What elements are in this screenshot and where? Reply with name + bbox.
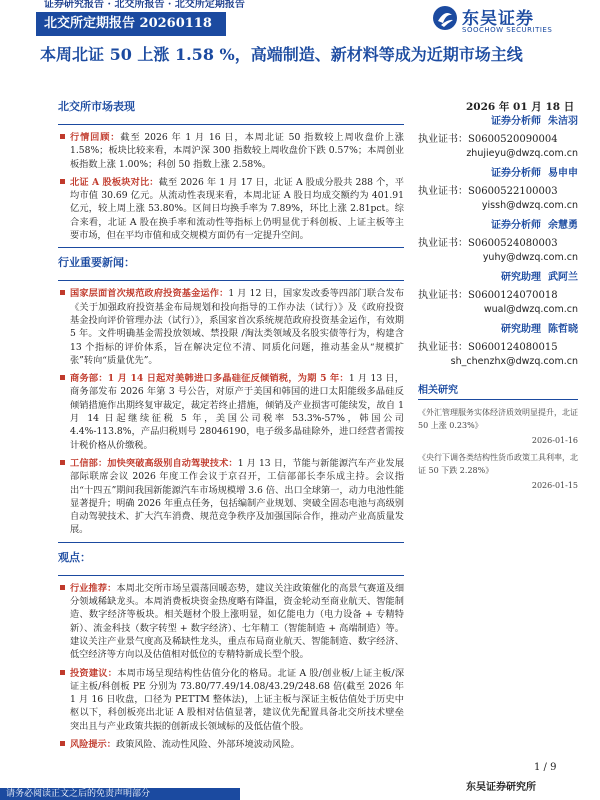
analyst-role-label: 研究助理: [501, 324, 542, 335]
market-list: [58, 131, 404, 242]
analyst-list: [418, 112, 578, 367]
view-item-text: 本周北交所市场呈震荡回暖态势，建议关注政策催化的高景气赛道及细分领域稀缺龙头。本周消费板块资金热度略有降温，资金轮动至商业航天、智能制造、数字经济等板块。相关题材个股上涨明显，如亿能电力（电力设备 + 专精特新）、流金科技（数字转型 + 数字经济）、七年精工（智能制造 + 高端制造）等。建议关注产业景气度高及稀缺性龙头，重点布局商业航天、智能制造、数字经济、低空经济等方向以及估值相对低位的专精特新成长型个股。: [70, 582, 405, 661]
market-item-text: 截至 2026 年 1 月 17 日，北证 A 股成分股共 288 个，平均市值 30.69 亿元。从流动性表现来看，本周北证 A 股日均成交额约为 401.91 亿元，较上周上涨 53.80%。区间日均换手率为 7.89%，环比上涨 2.81pct。综合来看，北证 A 股在换手率和流动性等指标上仍明显优于科创板、上证主板等主要市场，但在平均市值和成交规模方面仍有一定提升空间。: [70, 176, 404, 242]
analyst-role: [418, 112, 578, 127]
news-item: [58, 372, 404, 452]
analyst-email[interactable]: yissh@dwzq.com.cn: [481, 200, 578, 211]
view-item: [58, 667, 404, 733]
analyst-role: [418, 216, 578, 231]
report-tag: 北交所定期报告 20260118: [36, 12, 226, 36]
analyst-role: [418, 164, 578, 179]
news-list: [58, 287, 404, 536]
sidebar: [418, 112, 578, 490]
analyst-email[interactable]: zhujieyu@dwzq.com.cn: [466, 148, 578, 159]
logo-mark-icon: [432, 5, 458, 31]
analyst-name: 朱洁羽: [548, 116, 578, 127]
analyst-role: [418, 320, 578, 335]
report-type-strip: 证券研究报告 · 北交所报告 · 北交所定期报告: [44, 0, 245, 9]
view-item-keyword: 投资建议：: [70, 667, 118, 679]
analyst-card: [418, 216, 578, 263]
analyst-role-label: 证券分析师: [491, 168, 542, 179]
analyst-email[interactable]: sh_chenzhx@dwzq.com.cn: [450, 356, 578, 367]
section-divider: [58, 542, 404, 543]
news-item-text: 1 月 13 日，节能与新能源汽车产业发展部际联席会议 2026 年度工作会议于京召开，工信部部长李乐成主持。会议指出“十四五”期间我国新能源汽车市场规模增 3.6 倍、出口全球第一，动力电池性能显著提升；明确 2026 年重点任务，包括编制产业规划、突破全固态电池与高级别自动驾驶技术、扩大汽车消费、规范竞争秩序及加强国际合作，推动产业高质量发展。: [70, 457, 405, 536]
news-item-text: 1 月 12 日，国家发改委等四部门联合发布《关于加强政府投资基金布局规划和投向指导的工作办法（试行）》及《政府投资基金投向评价管理办法（试行）》，系国家首次系统规范政府投资基金运作，有效期 5 年。文件明确基金需投放领域、禁投限 /淘汰类领域及名股实债等行为，构建含 13 个指标的评价体系，旨在解决定位不清、同质化问题，推动基金从“规模扩张”转向“质量优先”。: [70, 288, 405, 366]
market-item-keyword: 北证 A 股板块对比：: [70, 176, 159, 188]
related-research-list: [418, 406, 578, 490]
views-section-title: 观点：: [58, 550, 91, 564]
related-research-date: 2026-01-16: [531, 436, 578, 445]
news-item-keyword: 商务部：1 月 14 日起对美韩进口多晶硅征反倾销税，为期 5 年：: [70, 373, 349, 385]
view-item-keyword: 行业推荐：: [70, 582, 117, 594]
disclaimer-banner: 请务必阅读正文之后的免责声明部分: [0, 788, 240, 800]
analyst-card: [418, 112, 578, 159]
view-item-keyword: 风险提示：: [70, 738, 116, 750]
logo-text-cn: 东吴证券: [462, 9, 534, 29]
logo-text-en: SOOCHOW SECURITIES: [462, 26, 553, 34]
market-section-title: 北交所市场表现: [58, 100, 135, 113]
news-item: [58, 287, 404, 367]
section-divider: [58, 124, 404, 125]
analyst-cert: 执业证书：S0600520090004: [418, 134, 558, 145]
market-item-text: 截至 2026 年 1 月 16 日，本周北证 50 指数较上周收盘价上涨 1.58%；板块比较来看，本周沪深 300 指数较上周收盘价下跌 0.57%；本周创业板指数上涨 1.00%；科创 50 指数上涨 2.58%。: [70, 132, 404, 170]
report-headline: 本周北证 50 上涨 1.58 %，高端制造、新材料等成为近期市场主线: [40, 45, 523, 64]
analyst-role-label: 研究助理: [501, 272, 542, 283]
related-research-link[interactable]: 《外汇管理服务实体经济质效明显提升，北证 50 上涨 0.23%》: [418, 408, 578, 430]
report-date: 2026 年 01 月 18 日: [466, 101, 575, 113]
market-item-keyword: 行情回顾：: [70, 132, 121, 143]
related-research-title: 相关研究: [418, 381, 578, 400]
company-logo: [432, 3, 572, 39]
analyst-email[interactable]: wual@dwzq.com.cn: [483, 304, 578, 315]
news-item: [58, 457, 404, 537]
news-item-text: 1 月 13 日，商务部发布 2026 年第 3 号公告，对原产于美国和韩国的进口太阳能级多晶硅反倾销措施作出期终复审裁定，裁定若终止措施，倾销及产业损害可能续发，故自 1 月 14 日起继续征税 5 年，美国公司税率 53.3%-57%，韩国公司 4.4%-113.8%，产品归税则号 28046190，电子级多晶硅除外，进口经营者需按计税价格从价缴税。: [70, 373, 404, 451]
section-divider: [58, 247, 404, 248]
view-item-text: 本周市场呈现结构性估值分化的格局。北证 A 股/创业板/上证主板/深证主板/科创板 PE 分别为 73.80/77.49/14.08/43.29/248.68 倍(截至 2026 年 1 月 16 日收盘，口径为 PETTM 整体法)，上证主板与深证主板估值处于历史中枢以下，科创板亮出北证 A 股相对估值显著，建议优先配置具备北交所技术壁垒突出且与产业政策共振的创新成长领域标的及低估值个股。: [70, 667, 405, 732]
analyst-name: 易申申: [548, 168, 578, 179]
news-item-keyword: 国家层面首次规范政府投资基金运作：: [70, 288, 229, 300]
section-divider: [58, 280, 404, 281]
analyst-name: 武阿兰: [548, 272, 578, 283]
analyst-card: [418, 320, 578, 367]
news-section-title: 行业重要新闻：: [58, 256, 135, 270]
analyst-cert: 执业证书：S0600524080003: [418, 238, 558, 249]
page-number: 1 / 9: [534, 762, 557, 773]
analyst-cert: 执业证书：S0600124070018: [418, 290, 558, 301]
market-item: [58, 131, 404, 171]
analyst-cert: 执业证书：S0600522100003: [418, 186, 558, 197]
related-research-date: 2026-01-15: [531, 481, 578, 490]
main-content: [58, 92, 404, 756]
analyst-email[interactable]: yuhy@dwzq.com.cn: [482, 252, 578, 263]
analyst-card: [418, 268, 578, 315]
view-item: [58, 738, 404, 751]
view-list: [58, 582, 404, 752]
analyst-name: 陈哲晓: [548, 324, 578, 335]
analyst-name: 余慧勇: [548, 220, 578, 231]
analyst-role-label: 证券分析师: [491, 116, 542, 127]
section-divider: [58, 575, 404, 576]
view-item-text: 政策风险、流动性风险、外部环境波动风险。: [115, 738, 300, 750]
analyst-card: [418, 164, 578, 211]
analyst-role-label: 证券分析师: [491, 220, 542, 231]
market-item: [58, 176, 404, 242]
footer-org: 东吴证券研究所: [466, 782, 536, 793]
analyst-role: [418, 268, 578, 283]
analyst-cert: 执业证书：S0600124080015: [418, 342, 558, 353]
related-research-link[interactable]: 《央行下调各类结构性货币政策工具利率，北证 50 下跌 2.28%》: [418, 453, 578, 475]
view-item: [58, 582, 404, 662]
news-item-keyword: 工信部：加快突破高级别自动驾驶技术：: [70, 457, 238, 469]
